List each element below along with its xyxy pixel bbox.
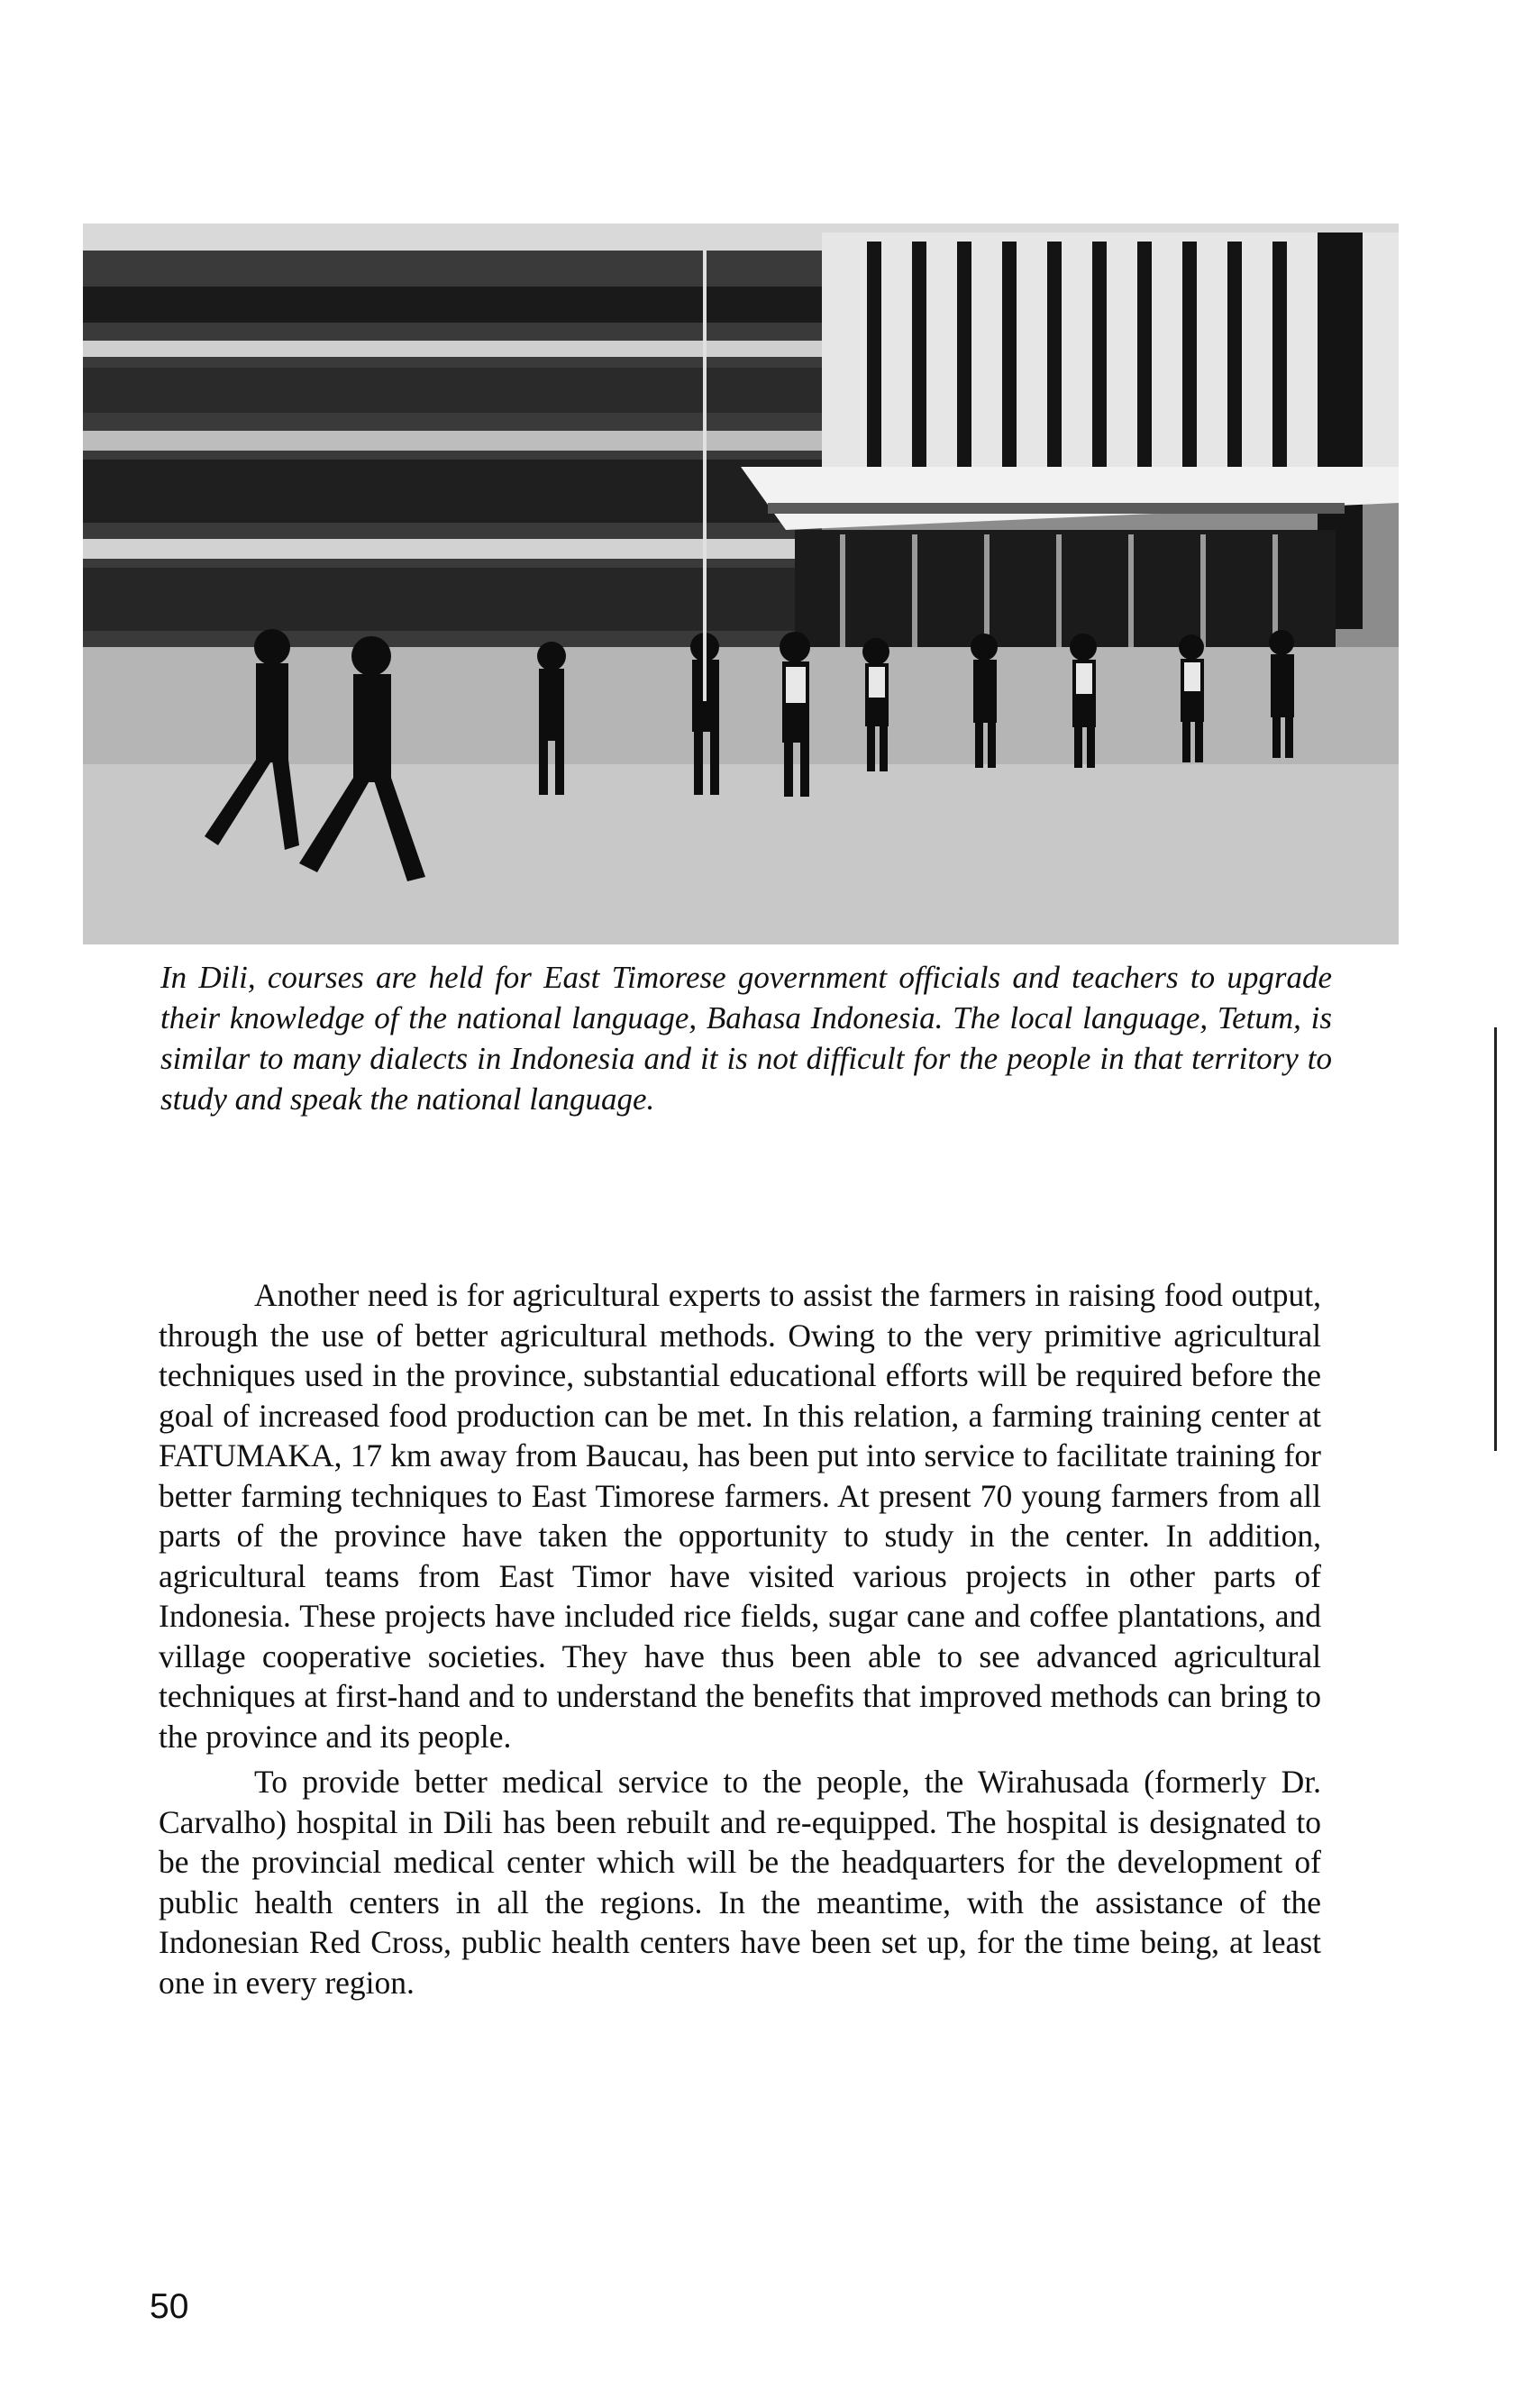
paragraph: To provide better medical service to the people, the Wirahusada (formerly Dr. Carvalho) hospital in Dili has been rebuilt and re-equipped. The hospital is designated to be the provincial medical center which will be the headquarters for the development of public health centers in all the regions. In the meantime, with the assistance of the Indonesian Red Cross, public health centers have been set up, for the time being, at least one in every region. — [159, 1764, 1321, 2001]
photo-caption: In Dili, courses are held for East Timorese government officials and teachers to upgrade their knowledge of the national language, Bahasa Indonesia. The local language, Tetum, is similar to many dialects in Indonesia and it is not difficult for the people in that territory to study and speak the national language. — [160, 960, 1332, 1117]
scan-margin-line — [1494, 1027, 1497, 1451]
building-with-students-photo — [83, 223, 1399, 944]
page-number: 50 — [150, 2287, 189, 2326]
body-text — [159, 1275, 1321, 2008]
paragraph: Another need is for agricultural experts to assist the farmers in raising food output, through the use of better agricultural methods. Owing to the very primitive agricultural techniques used in the province, substantial educational efforts will be required before the goal of increased food production can be met. In this relation, a farming training center at FATUMAKA, 17 km away from Baucau, has been put into service to facilitate training for better farming techniques to East Timorese farmers. At present 70 young farmers from all parts of the province have taken the opportunity to study in the center. In addition, agricultural teams from East Timor have visited various projects in other parts of Indonesia. These projects have included rice fields, sugar cane and coffee plantations, and village cooperative societies. They have thus been able to see advanced agricultural techniques at first-hand and to understand the benefits that improved methods can bring to the province and its people. — [159, 1277, 1321, 1755]
